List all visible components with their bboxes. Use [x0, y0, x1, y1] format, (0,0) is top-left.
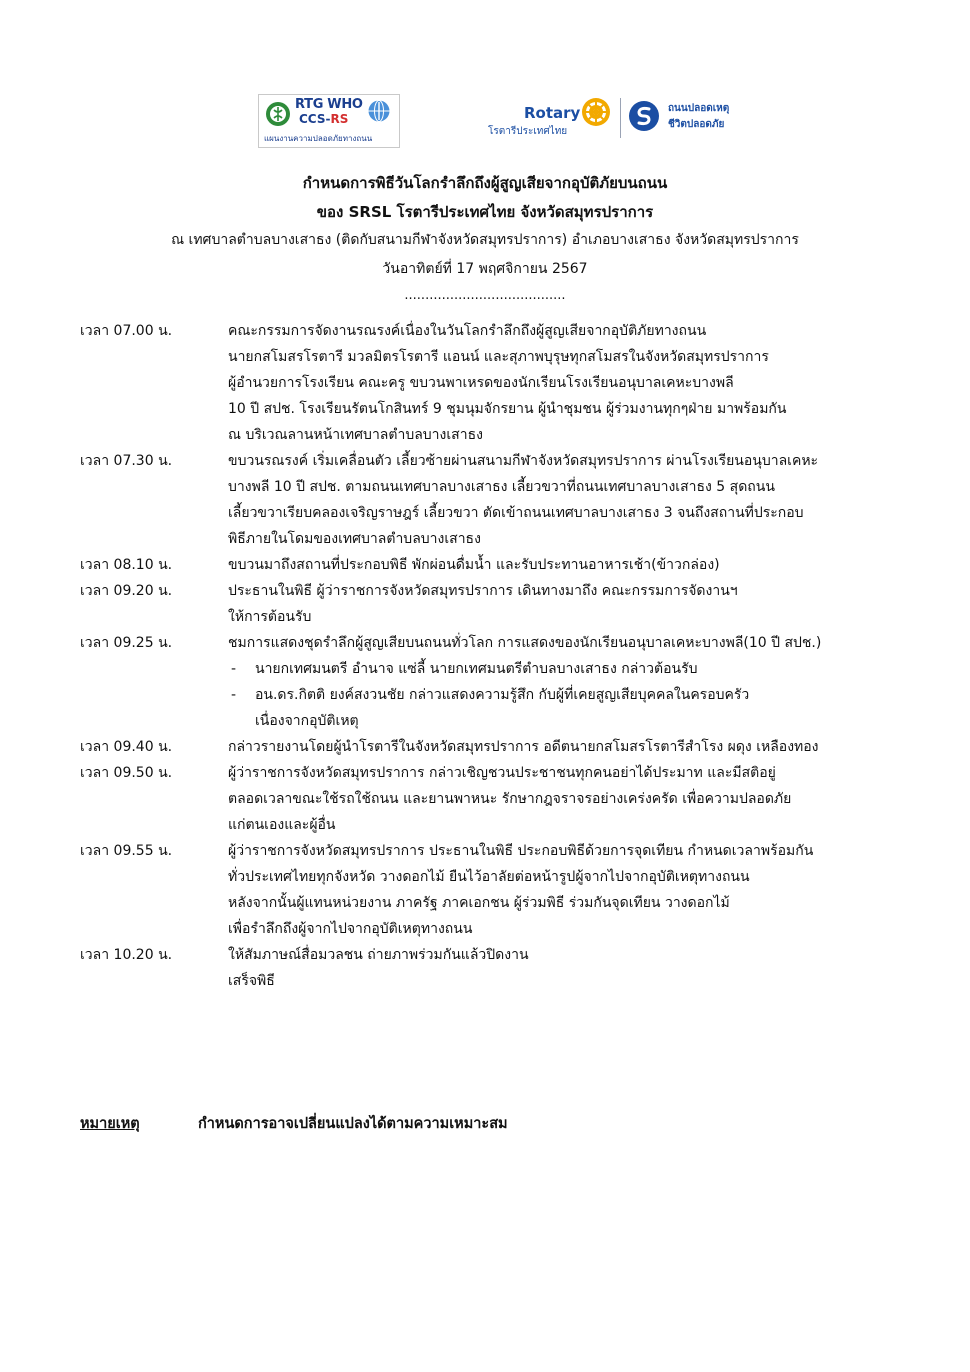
remark-text: กำหนดการอาจเปลี่ยนแปลงได้ตามความเหมาะสม — [198, 1116, 508, 1132]
venue-line: ณ เทศบาลตำบลบางเสาธง (ติดกับสนามกีฬาจังหวัดสมุทรปราการ) อำเภอบางเสาธง จังหวัดสมุทรปราการ — [171, 232, 799, 248]
remark — [80, 1112, 508, 1135]
schedule-time: เวลา 09.25 น. — [80, 635, 173, 651]
schedule-line: 10 ปี สปช. โรงเรียนรัตนโกสินทร์ 9 ชุมนุมจักรยาน ผู้นำชุมชน ผู้ร่วมงานทุกๆฝ่าย มาพร้อมกัน — [228, 401, 787, 417]
schedule-line: ผู้ว่าราชการจังหวัดสมุทรปราการ ประธานในพิธี ประกอบพิธีด้วยการจุดเทียน กำหนดเวลาพร้อมกัน — [228, 843, 814, 859]
rotary-thailand-logo — [488, 92, 613, 148]
schedule-item — [80, 734, 930, 760]
schedule-bullet — [228, 656, 930, 682]
schedule-line: ตลอดเวลาขณะใช้รถใช้ถนน และยานพาหนะ รักษากฎจราจรอย่างเคร่งครัด เพื่อความปลอดภัย — [228, 791, 792, 807]
schedule-list — [80, 318, 930, 994]
schedule-line: เสร็จพิธี — [228, 973, 275, 989]
who-globe-icon — [367, 99, 391, 123]
schedule-line: เพื่อรำลึกถึงผู้จากไปจากอุบัติเหตุทางถนน — [228, 921, 473, 937]
road-safety-line2: ชีวิตปลอดภัย — [668, 119, 725, 130]
schedule-line: ชมการแสดงชุดรำลึกผู้สูญเสียบนถนนทั่วโลก การแสดงของนักเรียนอนุบาลเคหะบางพลี(10 ปี สปช.) — [228, 635, 822, 651]
schedule-item — [80, 552, 930, 578]
schedule-time: เวลา 09.20 น. — [80, 583, 173, 599]
schedule-line: หลังจากนั้นผู้แทนหน่วยงาน ภาครัฐ ภาคเอกชน ผู้ร่วมพิธี ร่วมกันจุดเทียน วางดอกไม้ — [228, 895, 730, 911]
bullet-text: นายกเทศมนตรี อำนาจ แซ่ลี้ นายกเทศมนตรีตำบลบางเสาธง กล่าวต้อนรับ — [255, 661, 698, 677]
schedule-item — [80, 760, 930, 838]
schedule-item — [80, 448, 930, 552]
schedule-description — [228, 578, 930, 630]
schedule-description — [228, 630, 930, 734]
schedule-line: บางพลี 10 ปี สปช. ตามถนนเทศบาลบางเสาธง เลี้ยวขวาที่ถนนเทศบาลบางเสาธง 5 สุดถนน — [228, 479, 775, 495]
schedule-line: ให้การต้อนรับ — [228, 609, 312, 625]
road-safety-logo — [628, 98, 768, 142]
schedule-item — [80, 578, 930, 630]
rotary-wheel-icon — [580, 96, 612, 128]
title-line-2: ของ SRSL โรตารีประเทศไทย จังหวัดสมุทรปราการ — [316, 203, 654, 221]
schedule-description — [228, 942, 930, 994]
schedule-description — [228, 838, 930, 942]
rtg-who-text: RTG WHO — [295, 97, 363, 112]
schedule-line: ขบวนรณรงค์ เริ่มเคลื่อนตัว เลี้ยวซ้ายผ่านสนามกีฬาจังหวัดสมุทรปราการ ผ่านโรงเรียนอนุบาลเคหะ — [228, 453, 819, 469]
logo-bar — [0, 92, 970, 148]
rtg-thai-text: แผนงานความปลอดภัยทางถนน — [264, 134, 373, 143]
schedule-line: คณะกรรมการจัดงานรณรงค์เนื่องในวันโลกรำลึกถึงผู้สูญเสียจากอุบัติภัยทางถนน — [228, 323, 707, 339]
road-safety-s-icon — [628, 100, 660, 132]
ministry-emblem-icon — [265, 101, 291, 127]
schedule-line: ทั่วประเทศไทยทุกจังหวัด วางดอกไม้ ยืนไว้อาลัยต่อหน้ารูปผู้จากไปจากอุบัติเหตุทางถนน — [228, 869, 750, 885]
schedule-description — [228, 552, 930, 578]
road-safety-line1: ถนนปลอดเหตุ — [668, 103, 730, 114]
schedule-item — [80, 838, 930, 942]
schedule-item — [80, 630, 930, 734]
schedule-line: ผู้ว่าราชการจังหวัดสมุทรปราการ กล่าวเชิญชวนประชาชนทุกคนอย่าได้ประมาท และมีสติอยู่ — [228, 765, 776, 781]
bullet-text: อน.ดร.กิตติ ยงค์สงวนชัย กล่าวแสดงความรู้สึก กับผู้ที่เคยสูญเสียบุคคลในครอบครัว — [255, 687, 750, 703]
bullet-dash: - — [231, 687, 237, 703]
schedule-line: กล่าวรายงานโดยผู้นำโรตารีในจังหวัดสมุทรปราการ อดีตนายกสโมสรโรตารีสำโรง ผดุง เหลืองทอง — [228, 739, 819, 755]
schedule-line: เลี้ยวขวาเรียบคลองเจริญราษฎร์ เลี้ยวขวา ตัดเข้าถนนเทศบาลบางเสาธง 3 จนถึงสถานที่ประกอบ — [228, 505, 804, 521]
schedule-time: เวลา 08.10 น. — [80, 557, 173, 573]
schedule-description — [228, 318, 930, 448]
schedule-line: นายกสโมสรโรตารี มวลมิตรโรตารี แอนน์ และสุภาพบุรุษทุกสโมสรในจังหวัดสมุทรปราการ — [228, 349, 769, 365]
schedule-line: ประธานในพิธี ผู้ว่าราชการจังหวัดสมุทรปราการ เดินทางมาถึง คณะกรรมการจัดงานฯ — [228, 583, 738, 599]
schedule-time: เวลา 09.50 น. — [80, 765, 173, 781]
bullet-continuation: เนื่องจากอุบัติเหตุ — [255, 713, 359, 729]
schedule-time: เวลา 10.20 น. — [80, 947, 173, 963]
date-line: วันอาทิตย์ที่ 17 พฤศจิกายน 2567 — [382, 261, 588, 277]
schedule-item — [80, 318, 930, 448]
title-line-1: กำหนดการพิธีวันโลกรำลึกถึงผู้สูญเสียจากอุบัติภัยบนถนน — [302, 174, 668, 192]
rtg-who-ccs-rs-logo — [258, 94, 400, 148]
dotted-separator: ....................................... — [404, 288, 566, 303]
rotary-thai-text: โรตารีประเทศไทย — [488, 126, 568, 137]
schedule-line: ณ บริเวณลานหน้าเทศบาลตำบลบางเสาธง — [228, 427, 483, 443]
ccs-rs-text: CCS-RS — [299, 112, 349, 126]
schedule-line: ให้สัมภาษณ์สื่อมวลชน ถ่ายภาพร่วมกันแล้วปิดงาน — [228, 947, 529, 963]
schedule-time: เวลา 07.00 น. — [80, 323, 173, 339]
schedule-line: ขบวนมาถึงสถานที่ประกอบพิธี พักผ่อนดื่มน้ำ และรับประทานอาหารเช้า(ข้าวกล่อง) — [228, 557, 720, 573]
schedule-description — [228, 448, 930, 552]
schedule-item — [80, 942, 930, 994]
schedule-time: เวลา 09.40 น. — [80, 739, 173, 755]
schedule-line: ผู้อำนวยการโรงเรียน คณะครู ขบวนพาเหรดของนักเรียนโรงเรียนอนุบาลเคหะบางพลี — [228, 375, 734, 391]
schedule-description — [228, 734, 930, 760]
rotary-name: Rotary — [524, 104, 581, 122]
schedule-line: พิธีภายในโดมของเทศบาลตำบลบางเสาธง — [228, 531, 481, 547]
bullet-dash: - — [231, 661, 237, 677]
schedule-bullet — [228, 682, 930, 708]
schedule-line: แก่ตนเองและผู้อื่น — [228, 817, 336, 833]
logo-divider — [620, 98, 621, 138]
schedule-description — [228, 760, 930, 838]
remark-label: หมายเหตุ — [80, 1116, 140, 1132]
schedule-time: เวลา 09.55 น. — [80, 843, 173, 859]
schedule-time: เวลา 07.30 น. — [80, 453, 173, 469]
